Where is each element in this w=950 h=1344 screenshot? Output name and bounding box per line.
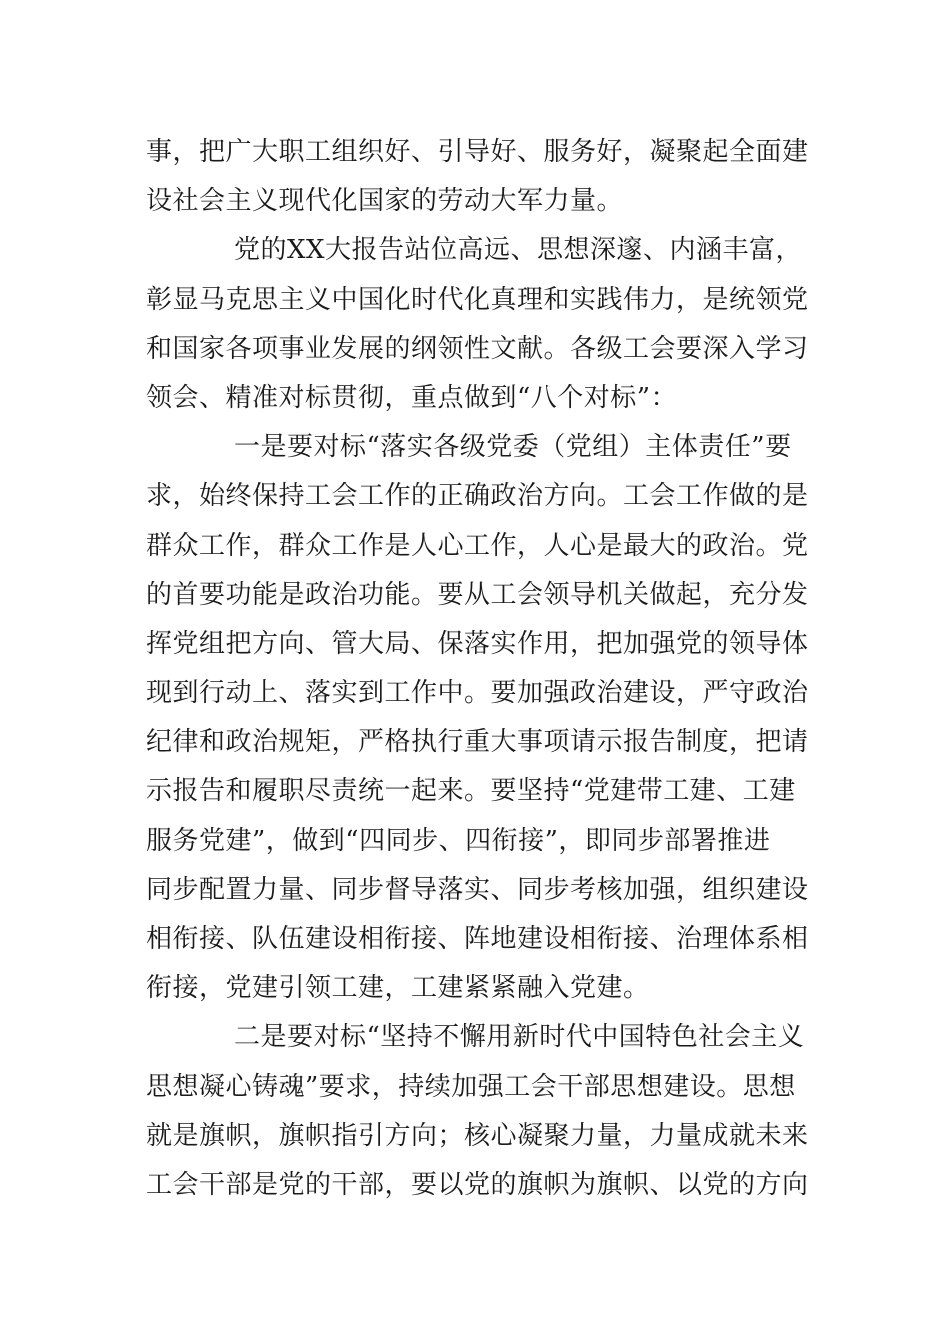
text-line: 的首要功能是政治功能。要从工会领导机关做起，充分发	[146, 579, 809, 610]
text-line: 示报告和履职尽责统一起来。要坚持“党建带工建、工建	[146, 776, 796, 807]
text-line: 和国家各项事业发展的纲领性文献。各级工会要深入学习	[146, 333, 809, 364]
text-line: 彰显马克思主义中国化时代化真理和实践伟力，是统领党	[146, 284, 809, 315]
paragraph	[146, 1013, 809, 1210]
text-line: 一是要对标“落实各级党委（党组）主体责任”要	[234, 432, 792, 463]
text-line: 同步配置力量、同步督导落实、同步考核加强，组织建设	[146, 874, 809, 905]
text-line: 挥党组把方向、管大局、保落实作用，把加强党的领导体	[146, 628, 809, 659]
text-line: 事，把广大职工组织好、引导好、服务好，凝聚起全面建	[146, 137, 809, 167]
text-line: 群众工作，群众工作是人心工作，人心是最大的政治。党	[146, 530, 809, 561]
text-line: 服务党建”，做到“四同步、四衔接”，即同步部署推进	[146, 825, 771, 856]
text-line: 就是旗帜，旗帜指引方向；核心凝聚力量，力量成就未来	[146, 1120, 809, 1151]
text-line: 现到行动上、落实到工作中。要加强政治建设，严守政治	[146, 678, 809, 709]
text-line: 纪律和政治规矩，严格执行重大事项请示报告制度，把请	[146, 727, 809, 758]
text-line: 二是要对标“坚持不懈用新时代中国特色社会主义	[234, 1022, 805, 1053]
paragraph	[146, 226, 809, 423]
text-line: 领会、精准对标贯彻，重点做到“八个对标”：	[146, 382, 678, 413]
text-line: 衔接，党建引领工建，工建紧紧融入党建。	[146, 973, 650, 1004]
text-line: 党的XX大报告站位高远、思想深邃、内涵丰富，	[234, 235, 803, 266]
paragraph	[146, 128, 809, 226]
text-line: 设社会主义现代化国家的劳动大军力量。	[146, 186, 624, 217]
paragraph	[146, 423, 809, 1013]
text-line: 思想凝心铸魂”要求，持续加强工会干部思想建设。思想	[146, 1071, 796, 1102]
text-line: 相衔接、队伍建设相衔接、阵地建设相衔接、治理体系相	[146, 924, 809, 954]
text-line: 求，始终保持工会工作的正确政治方向。工会工作做的是	[146, 481, 809, 512]
document-body	[146, 128, 809, 1210]
text-line: 工会干部是党的干部，要以党的旗帜为旗帜、以党的方向	[146, 1169, 809, 1200]
